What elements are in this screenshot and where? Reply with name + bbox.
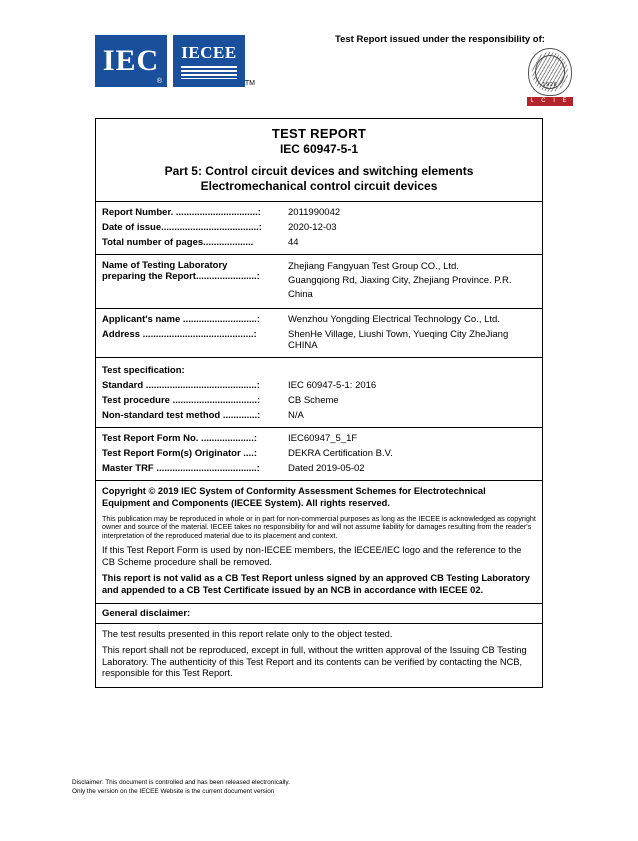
general-disclaimer-label: General disclaimer:	[102, 607, 191, 619]
part-title-line1: Part 5: Control circuit devices and switching elements	[164, 164, 474, 178]
copyright-headline	[102, 486, 536, 510]
standard-row	[96, 378, 542, 393]
date-of-issue-row	[96, 220, 542, 235]
trf-number-label: Test Report Form No. ....................:	[102, 433, 258, 444]
registered-mark-icon: ®	[156, 78, 163, 85]
laboratory-address: Guangqiong Rd, Jiaxing City, Zhejiang Province. P.R. China	[288, 275, 512, 300]
test-procedure-row	[96, 393, 542, 408]
testing-laboratory-group	[96, 255, 542, 309]
copyright-headline-line1: Copyright © 2019 IEC System of Conformity Assessment Schemes for Electrotechnical	[102, 486, 486, 496]
applicant-name-value: Wenzhou Yongding Electrical Technology Co., Ltd.	[288, 314, 500, 325]
test-report-frame	[95, 118, 543, 688]
page-title: TEST REPORT	[271, 126, 367, 141]
trf-group	[96, 428, 542, 481]
report-meta-group	[96, 202, 542, 255]
standard-number: IEC 60947-5-1	[279, 142, 359, 156]
trademark-mark-icon: TM	[244, 80, 255, 87]
non-standard-method-value: N/A	[288, 410, 304, 421]
report-number-value: 2011990042	[288, 207, 341, 218]
disclaimer-paragraph-1: The test results presented in this report relate only to the object tested.	[102, 628, 393, 639]
applicant-address-row	[96, 327, 542, 353]
standard-value: IEC 60947-5-1: 2016	[288, 380, 377, 391]
report-number-label: Report Number. ...............................:	[102, 207, 261, 218]
iecee-stripes-icon	[181, 66, 237, 79]
lcie-wordmark: L C I E	[527, 97, 573, 106]
date-of-issue-label: Date of issue.....................................:	[102, 222, 262, 233]
footer-line-1: Disclaimer: This document is controlled and has been released electronically.	[72, 779, 290, 786]
standard-label: Standard ..........................................:	[102, 380, 260, 391]
applicant-name-label: Applicant's name ............................:	[102, 314, 260, 325]
applicant-address-label: Address ..........................................:	[102, 329, 257, 340]
applicant-name-row	[96, 312, 542, 327]
footer-line-2: Only the version on the IECEE Website is the current document version	[72, 788, 275, 795]
date-of-issue-value: 2020-12-03	[288, 222, 337, 233]
iecee-logo-icon	[173, 35, 255, 87]
test-specification-group	[96, 358, 542, 428]
master-trf-value: Dated 2019-05-02	[288, 463, 365, 474]
document-header	[95, 30, 570, 105]
copyright-block	[96, 481, 542, 604]
validity-note	[102, 573, 536, 597]
trf-originator-row	[96, 446, 542, 461]
non-standard-method-row	[96, 408, 542, 423]
laboratory-label	[102, 260, 288, 282]
lcie-seal-icon	[528, 48, 572, 96]
trf-number-value: IEC60947_5_1F	[288, 433, 358, 444]
copyright-small-print: This publication may be reproduced in whole or in part for non-commercial purposes as long as the IECEE is acknowledged as copyright owner and source of the material. IECEE takes no responsibility for and will not assume liability for damages resulting from the reader's interpretation of the reproduced material due to its placement and context.	[102, 513, 536, 540]
logo-group	[95, 35, 255, 87]
applicant-address-value: ShenHe Village, Liushi Town, Yueqing City ZheJiang CHINA	[288, 329, 509, 351]
general-disclaimer-block	[96, 624, 542, 687]
total-pages-value: 44	[288, 237, 299, 248]
general-disclaimer-header	[96, 604, 542, 624]
laboratory-label-line2: preparing the Report.......................:	[102, 271, 260, 282]
applicant-group	[96, 309, 542, 358]
non-members-note: If this Test Report Form is used by non-IECEE members, the IECEE/IEC logo and the reference to the CB Scheme procedure shall be removed.	[102, 545, 522, 567]
trf-originator-value: DEKRA Certification B.V.	[288, 448, 393, 459]
laboratory-name: Zhejiang Fangyuan Test Group CO., Ltd.	[288, 261, 459, 272]
report-title-block	[96, 119, 542, 202]
laboratory-row	[96, 258, 542, 304]
iec-logo-icon	[95, 35, 167, 87]
responsibility-statement: Test Report issued under the responsibility of:	[335, 34, 545, 45]
iecee-logo-text: IECEE	[181, 43, 237, 62]
copyright-headline-line2: Equipment and Components (IECEE System). All rights reserved.	[102, 497, 390, 508]
trf-originator-label: Test Report Form(s) Originator ....:	[102, 448, 257, 459]
lcie-logo-icon	[525, 48, 575, 106]
part-title-line2: Electromechanical control circuit devices	[200, 179, 438, 193]
test-specification-label: Test specification:	[102, 365, 185, 376]
non-standard-method-label: Non-standard test method .............:	[102, 410, 261, 421]
laboratory-label-line1: Name of Testing Laboratory	[102, 260, 228, 271]
total-pages-row	[96, 235, 542, 250]
page-footer	[72, 778, 492, 796]
trf-number-row	[96, 431, 542, 446]
validity-note-line2: and appended to a CB Test Certificate issued by an NCB in accordance with IECEE 02.	[102, 585, 484, 596]
lcie-seal-year: 1928	[542, 82, 558, 88]
test-procedure-label: Test procedure ................................:	[102, 395, 261, 406]
validity-note-line1: This report is not valid as a CB Test Report unless signed by an approved CB Testing Laboratory	[102, 573, 530, 584]
laboratory-value	[288, 260, 536, 302]
test-procedure-value: CB Scheme	[288, 395, 339, 406]
master-trf-row	[96, 461, 542, 476]
iec-logo-text: IEC	[102, 44, 160, 77]
master-trf-label: Master TRF ......................................:	[102, 463, 260, 474]
total-pages-label: Total number of pages...................	[102, 237, 254, 248]
disclaimer-paragraph-2: This report shall not be reproduced, except in full, without the written approval of the Issuing CB Testing Laboratory. The authenticity of this Test Report and its contents can be verified by contacting the NCB, responsible for this Test Report.	[102, 645, 527, 679]
report-number-row	[96, 205, 542, 220]
